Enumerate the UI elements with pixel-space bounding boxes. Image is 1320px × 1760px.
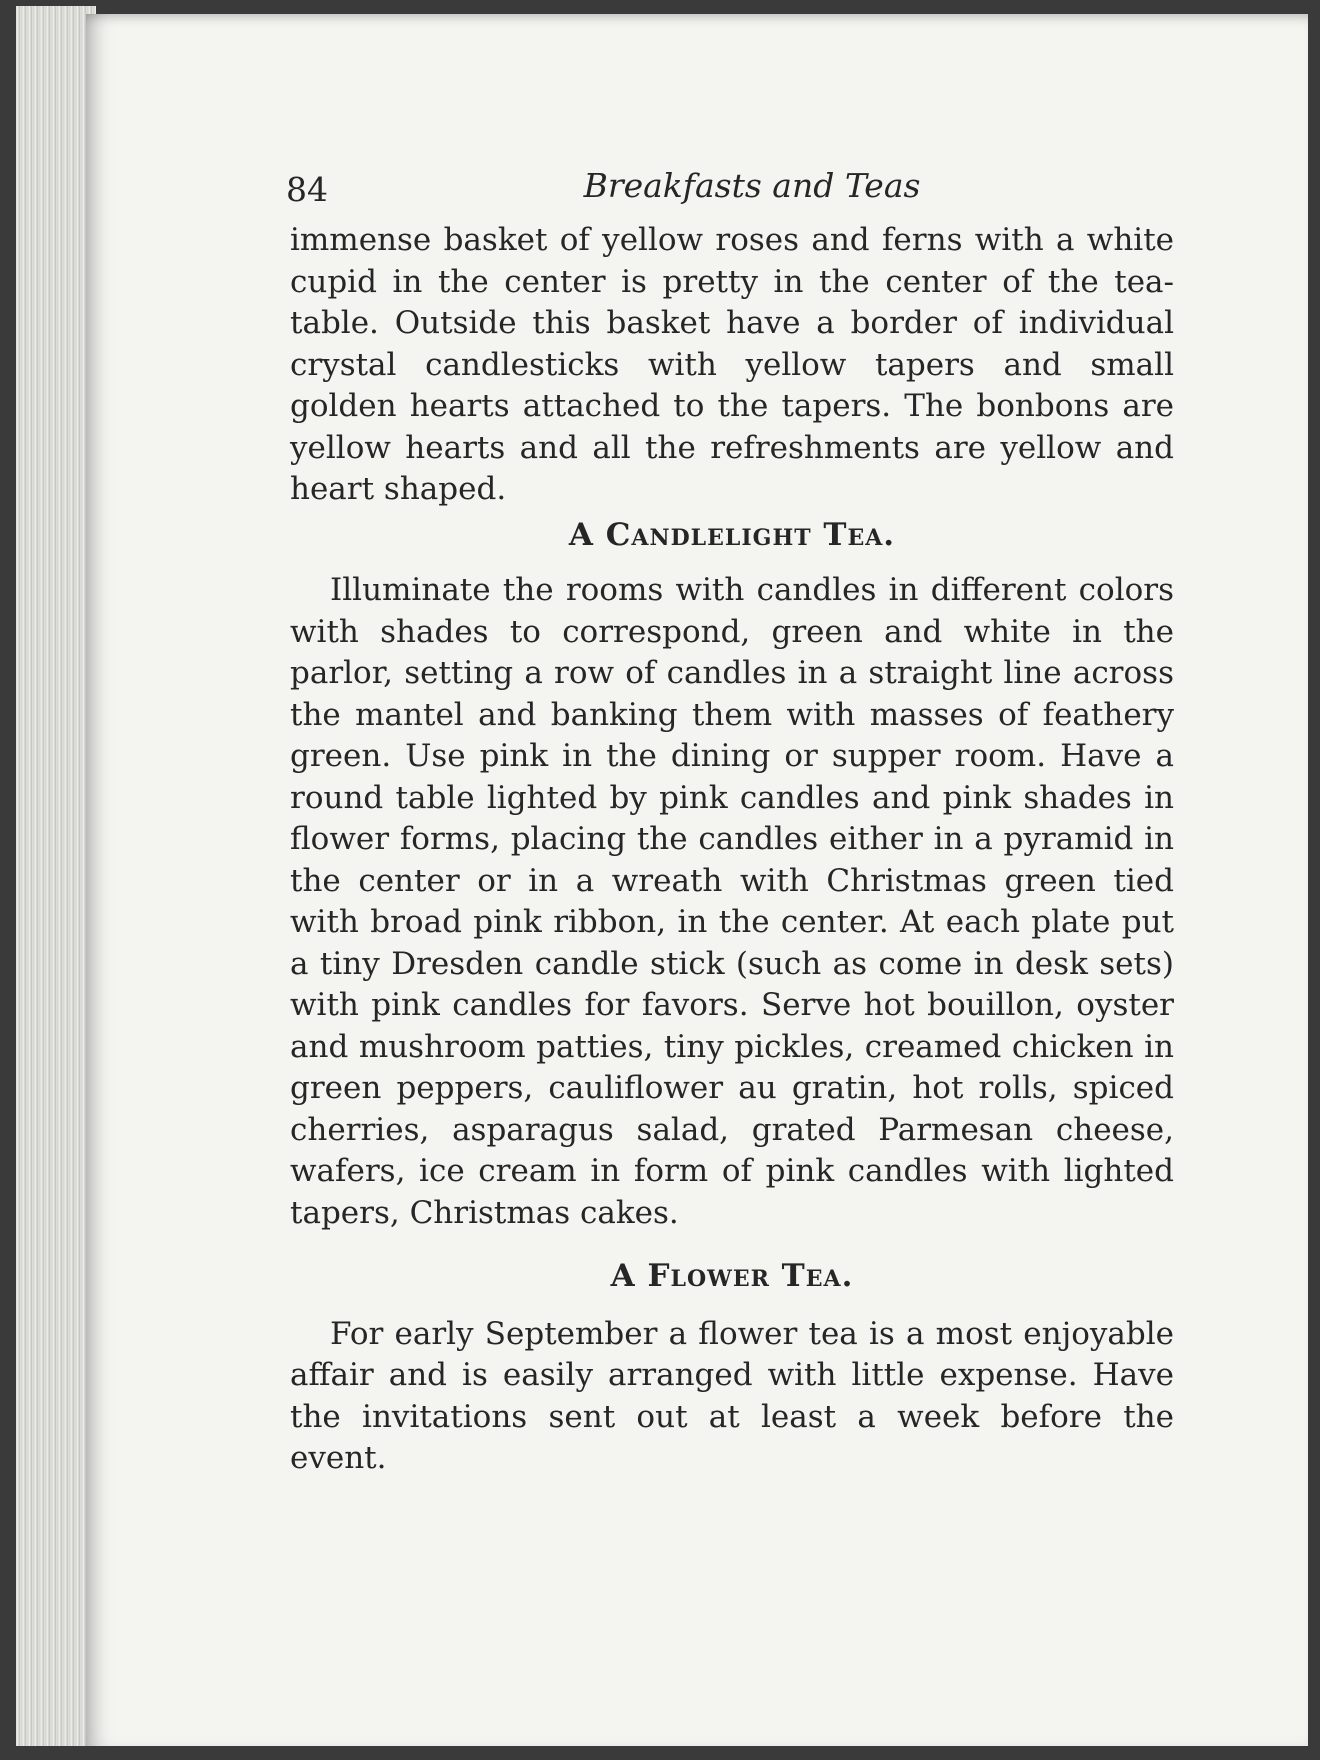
running-title: Breakfasts and Teas [583,166,921,205]
heading-flower-tea: A Flower Tea. [610,1258,854,1294]
book-page-edges [16,6,96,1746]
intro-paragraph: immense basket of yellow roses and ferns with a white cupid in the center is pretty in the center of the tea-table. Outside this basket have a border of individual crystal candlesticks with yellow tapers and small golden hearts attached to the tapers. The bonbons are yellow hearts and all the refreshments are yellow and heart shaped. [290,222,1174,507]
text-block [286,160,1174,1480]
candlelight-paragraph: Illuminate the rooms with candles in different colors with shades to correspond, green and white in the parlor, setting a row of candles in a straight line across the mantel and banking them with masses of feathery green. Use pink in the dining or supper room. Have a round table lighted by pink candles and pink shades in flower forms, placing the candles either in a pyramid in the center or in a wreath with Christmas green tied with broad pink ribbon, in the center. At each plate put a tiny Dresden candle stick (such as come in desk sets) with pink candles for favors. Serve hot bouillon, oyster and mushroom patties, tiny pickles, creamed chicken in green peppers, cauliflower au gratin, hot rolls, spiced cherries, asparagus salad, grated Parmesan cheese, wafers, ice cream in form of pink candles with lighted tapers, Christmas cakes. [290,572,1174,1231]
running-head [286,160,1174,220]
heading-candlelight-tea: A Candlelight Tea. [568,516,896,553]
page-number: 84 [286,170,328,209]
flower-paragraph: For early September a flower tea is a most enjoyable affair and is easily arranged with little expense. Have the invitations sent out at least a week before the event. [290,1315,1174,1476]
